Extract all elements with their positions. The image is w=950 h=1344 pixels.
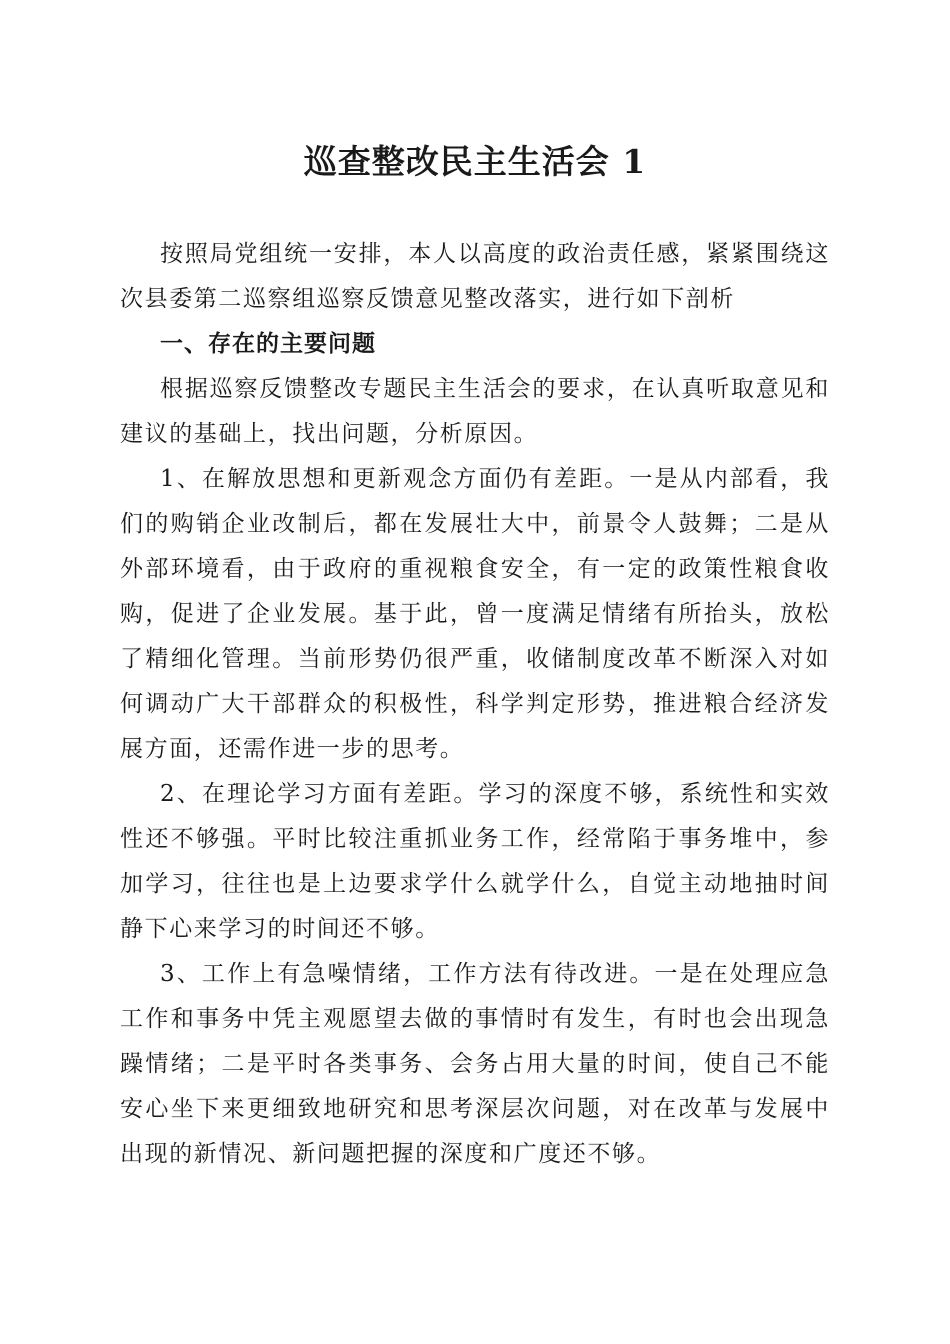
item-2-paragraph: 2、在理论学习方面有差距。学习的深度不够，系统性和实效性还不够强。平时比较注重抓业务工作，经常陷于事务堆中，参加学习，往往也是上边要求学什么就学什么，自觉主动地抽时间静下心来学习的时间还不够。 (120, 781, 830, 942)
item-1-paragraph: 1、在解放思想和更新观念方面仍有差距。一是从内部看，我们的购销企业改制后，都在发展壮大中，前景令人鼓舞；二是从外部环境看，由于政府的重视粮食安全，有一定的政策性粮食收购，促进了企业发展。基于此，曾一度满足情绪有所抬头，放松了精细化管理。当前形势仍很严重，收储制度改革不断深入对如何调动广大干部群众的积极性，科学判定形势，推进粮合经济发展方面，还需作进一步的思考。 (120, 466, 830, 762)
document-body (120, 232, 830, 1177)
section-intro-paragraph: 根据巡察反馈整改专题民主生活会的要求，在认真听取意见和建议的基础上，找出问题，分析原因。 (120, 376, 830, 447)
intro-paragraph: 按照局党组统一安排，本人以高度的政治责任感，紧紧围绕这次县委第二巡察组巡察反馈意见整改落实，进行如下剖析 (120, 241, 830, 312)
page-title: 巡查整改民主生活会 1 (303, 142, 647, 181)
item-3-paragraph: 3、工作上有急噪情绪，工作方法有待改进。一是在处理应急工作和事务中凭主观愿望去做的事情时有发生，有时也会出现急躁情绪；二是平时各类事务、会务占用大量的时间，使自己不能安心坐下来更细致地研究和思考深层次问题，对在改革与发展中出现的新情况、新问题把握的深度和广度还不够。 (120, 961, 830, 1167)
section-heading: 一、存在的主要问题 (160, 331, 376, 357)
